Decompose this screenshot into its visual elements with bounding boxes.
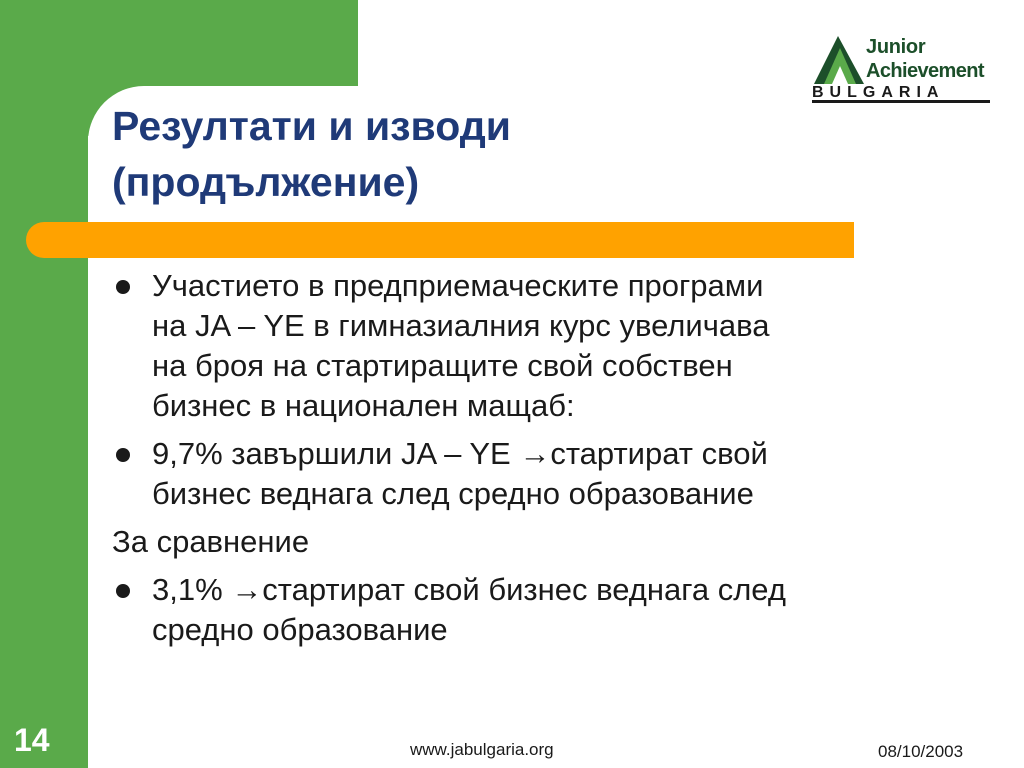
bullet-1-line-2: на JA – YE в гимназиалния курс увеличава (152, 308, 770, 343)
bullet-dot-icon (116, 584, 130, 598)
footer-date: 08/10/2003 (878, 742, 964, 761)
bullet-2-line-1 (152, 434, 992, 474)
bullet-1-line-1: Участието в предприемаческите програми (152, 268, 764, 303)
bullet-item-3 (112, 570, 992, 650)
bullet-3-line-2: средно образование (152, 612, 448, 647)
slide-title-line-1: Резултати и изводи (112, 103, 511, 149)
bullet-2-text-before: 9,7% завършили JA – YE (152, 436, 520, 471)
bullet-2-line-2: бизнес веднага след средно образование (152, 476, 754, 511)
bullet-item-1 (112, 266, 992, 426)
bullet-dot-icon (116, 280, 130, 294)
bullet-2-text-after: стартират свой (550, 436, 768, 471)
bullet-item-2 (112, 434, 992, 514)
bullet-1-line-4: бизнес в национален мащаб: (152, 388, 575, 423)
bullet-3-text-before: 3,1% (152, 572, 232, 607)
orange-divider-bar (26, 222, 854, 258)
bullet-3-text-after: стартират свой бизнес веднага след (262, 572, 786, 607)
bullet-dot-icon (116, 448, 130, 462)
logo-text-bulgaria: BULGARIA (812, 84, 945, 101)
arrow-right-icon: → (519, 436, 551, 471)
logo-text-achievement: Achievement (866, 60, 984, 82)
arrow-right-icon: → (231, 572, 263, 607)
comparison-label: За сравнение (112, 524, 310, 559)
logo-text-junior: Junior (866, 36, 926, 58)
footer-url: www.jabulgaria.org (410, 740, 554, 759)
bullet-1-line-3: на броя на стартиращите свой собствен (152, 348, 733, 383)
bullet-3-line-1 (152, 570, 992, 610)
slide-title-line-2: (продължение) (112, 159, 420, 205)
slide-title (112, 98, 511, 210)
slide-number: 14 (14, 722, 50, 758)
slide-body (112, 266, 992, 658)
